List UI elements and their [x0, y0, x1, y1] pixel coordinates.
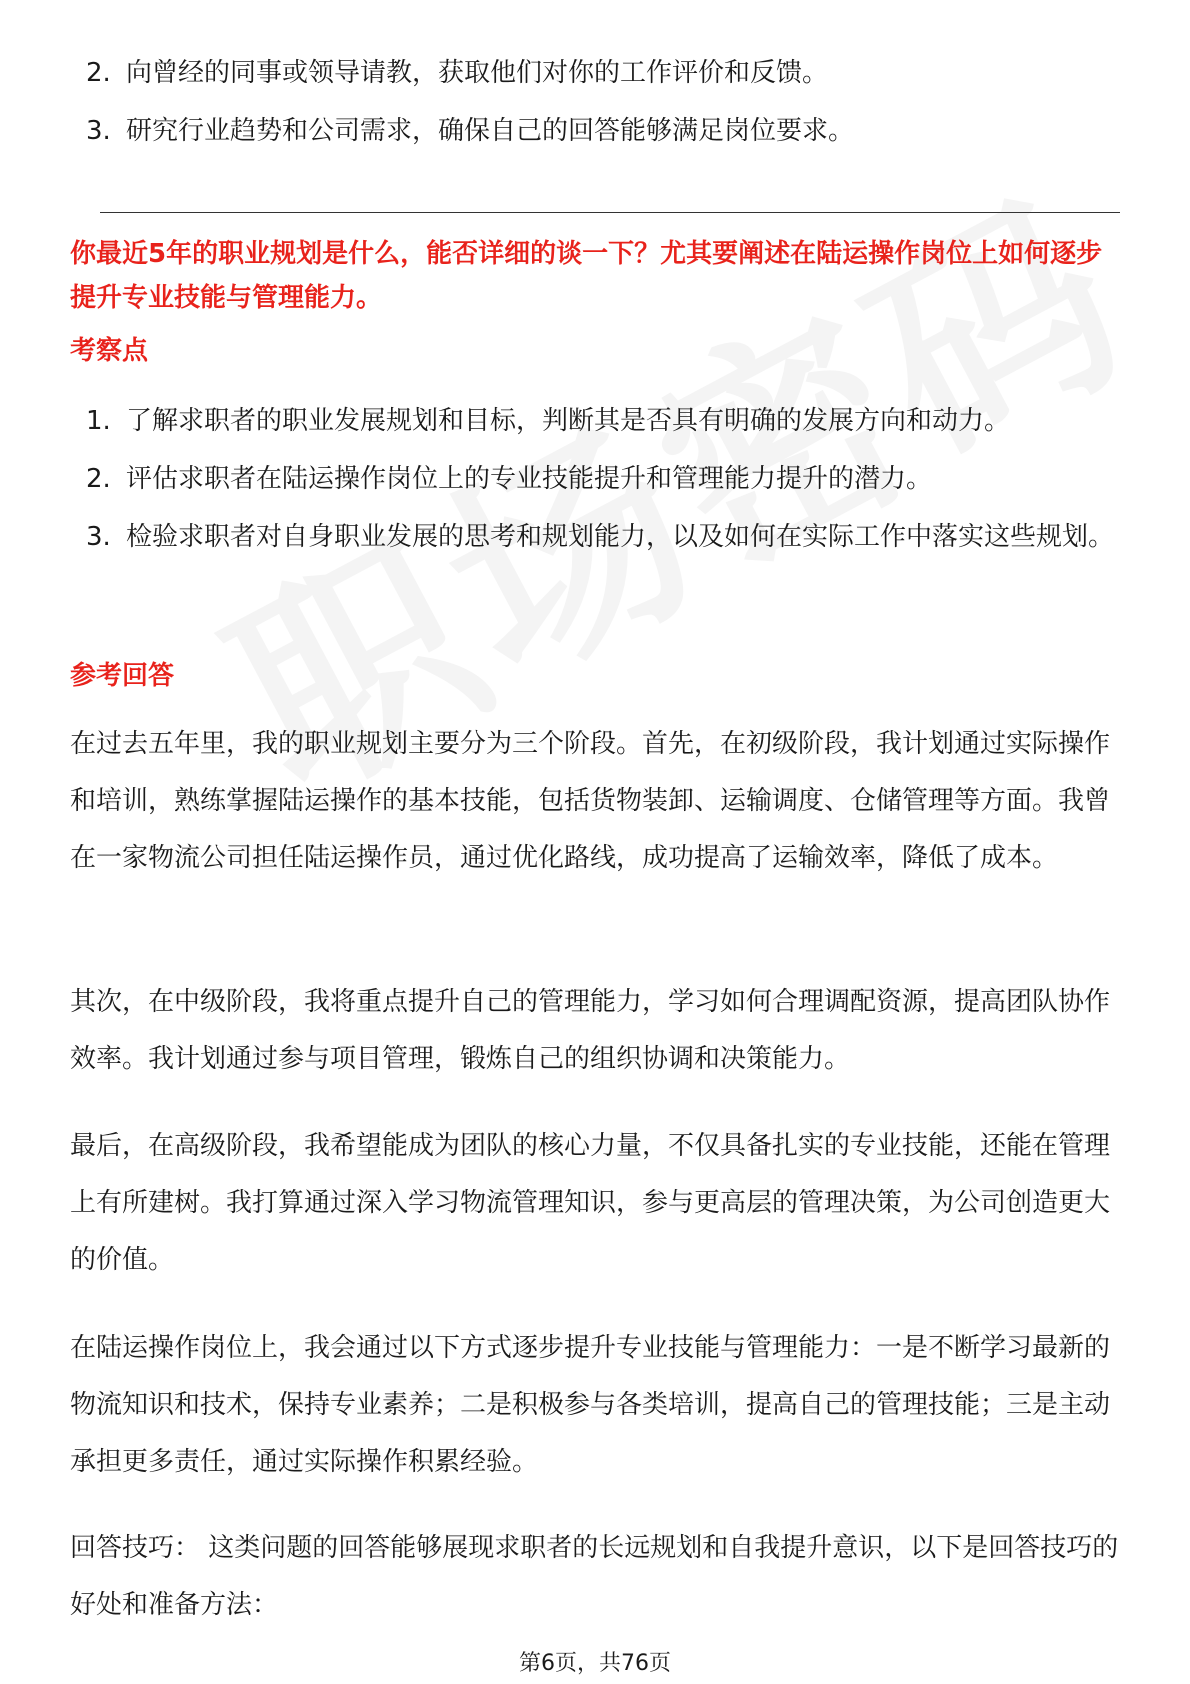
- section-divider: [100, 212, 1120, 213]
- interview-question: 你最近5年的职业规划是什么，能否详细的谈一下？尤其要阐述在陆运操作岗位上如何逐步提升专业技能与管理能力。: [70, 239, 1103, 313]
- check-points-list: [70, 392, 1120, 566]
- answer-paragraph: 在过去五年里，我的职业规划主要分为三个阶段。首先，在初级阶段，我计划通过实际操作和培训，熟练掌握陆运操作的基本技能，包括货物装卸、运输调度、仓储管理等方面。我曾在一家物流公司担任陆运操作员，通过优化路线，成功提高了运输效率，降低了成本。: [70, 729, 1111, 873]
- previous-tips-list: [70, 44, 1120, 160]
- list-number: 2.: [86, 464, 111, 494]
- reference-answer-heading: 参考回答: [70, 661, 175, 691]
- list-text: 检验求职者对自身职业发展的思考和规划能力，以及如何在实际工作中落实这些规划。: [126, 522, 1115, 552]
- list-number: 3.: [86, 116, 111, 146]
- list-text: 向曾经的同事或领导请教，获取他们对你的工作评价和反馈。: [126, 58, 829, 88]
- answer-paragraph: 在陆运操作岗位上，我会通过以下方式逐步提升专业技能与管理能力：一是不断学习最新的物流知识和技术，保持专业素养；二是积极参与各类培训，提高自己的管理技能；三是主动承担更多责任，通过实际操作积累经验。: [70, 1333, 1111, 1477]
- list-item: [70, 450, 1120, 508]
- check-points-heading: 考察点: [70, 336, 149, 366]
- page-number: 第6页，共76页: [519, 1651, 671, 1676]
- list-text: 评估求职者在陆运操作岗位上的专业技能提升和管理能力提升的潜力。: [126, 464, 933, 494]
- list-number: 2.: [86, 58, 111, 88]
- list-number: 1.: [86, 406, 111, 436]
- answer-tips-paragraph: 回答技巧： 这类问题的回答能够展现求职者的长远规划和自我提升意识，以下是回答技巧的好处和准备方法：: [70, 1533, 1119, 1620]
- list-text: 研究行业趋势和公司需求，确保自己的回答能够满足岗位要求。: [126, 116, 855, 146]
- answer-paragraph: 其次，在中级阶段，我将重点提升自己的管理能力，学习如何合理调配资源，提高团队协作效率。我计划通过参与项目管理，锻炼自己的组织协调和决策能力。: [70, 987, 1111, 1074]
- list-item: [70, 44, 1120, 102]
- list-number: 3.: [86, 522, 111, 552]
- list-text: 了解求职者的职业发展规划和目标，判断其是否具有明确的发展方向和动力。: [126, 406, 1011, 436]
- list-item: [70, 392, 1120, 450]
- list-item: [70, 102, 1120, 160]
- answer-paragraph: 最后，在高级阶段，我希望能成为团队的核心力量，不仅具备扎实的专业技能，还能在管理上有所建树。我打算通过深入学习物流管理知识，参与更高层的管理决策，为公司创造更大的价值。: [70, 1131, 1111, 1275]
- list-item: [70, 508, 1120, 566]
